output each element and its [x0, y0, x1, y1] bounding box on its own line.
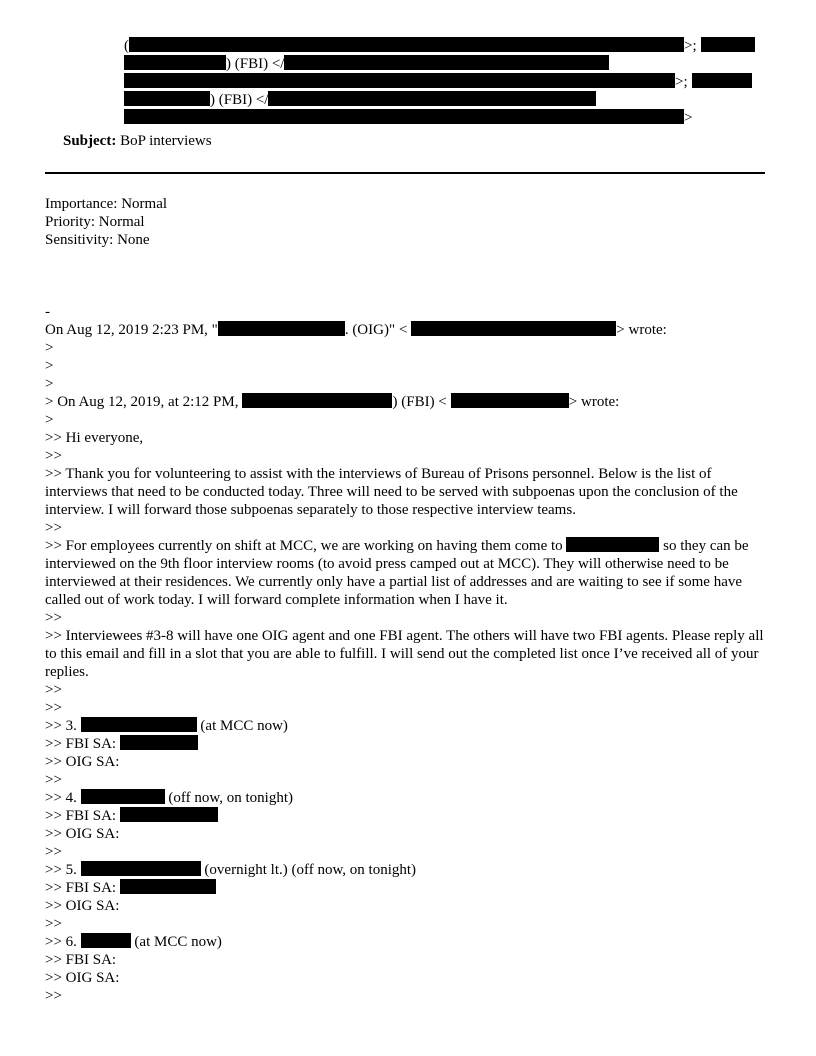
redaction — [120, 735, 198, 750]
paragraph-1: >> Thank you for volunteering to assist with the interviews of Bureau of Prisons personnel. Below is the list of interviews that need to be conducted today. Three will need to be served with subpoenas upon the conclusion of the interview. I will forward those subpoenas separately to those respective interview teams. — [45, 466, 738, 518]
redaction — [124, 73, 675, 88]
fbi-sa-label: >> FBI SA: — [45, 808, 117, 824]
recipient-row-3 — [124, 73, 752, 91]
recipient-row-2 — [124, 55, 609, 73]
entry-note: (overnight lt.) (off now, on tonight) — [204, 862, 417, 878]
priority: Priority: Normal — [45, 214, 145, 230]
recipient-row-5 — [124, 109, 692, 127]
redaction — [124, 55, 226, 70]
header-divider — [45, 172, 765, 174]
redaction — [81, 789, 165, 804]
oig-sa-3: >> OIG SA: — [45, 754, 120, 770]
quote-header-fbi — [45, 393, 619, 411]
quote-marker: > — [45, 412, 54, 428]
quote-text: ) (FBI) < — [392, 394, 447, 410]
quote-marker: >> — [45, 448, 62, 464]
quote-marker: >> — [45, 700, 62, 716]
redaction — [701, 37, 755, 52]
entry-number: >> 6. — [45, 934, 77, 950]
quote-text: > wrote: — [616, 322, 667, 338]
recipient-text: ) (FBI) </ — [210, 92, 269, 108]
subject-value: BoP interviews — [120, 133, 212, 149]
importance: Importance: Normal — [45, 196, 168, 212]
quote-text: > On Aug 12, 2019, at 2:12 PM, — [45, 394, 239, 410]
quote-text: On Aug 12, 2019 2:23 PM, " — [45, 322, 218, 338]
fbi-sa-4 — [45, 807, 218, 825]
paragraph-text: >> For employees currently on shift at MCC, we are working on having them come to — [45, 538, 563, 554]
quote-marker: >> — [45, 988, 62, 1004]
redaction — [284, 55, 609, 70]
paragraph-2 — [45, 537, 775, 609]
fbi-sa-label: >> FBI SA: — [45, 736, 117, 752]
paragraph-text: so they can be interviewed on the 9th floor interview rooms (to avoid press camped out at MCC). They will otherwise need to be interviewed at their residences. We currently only have a partial list of addresses and are waiting to see if some have called out of work today. I will forward complete information when I have it. — [45, 538, 749, 608]
subject-line — [63, 132, 212, 150]
redaction — [451, 393, 569, 408]
redaction — [124, 109, 684, 124]
quote-header-oig — [45, 321, 667, 339]
recipient-row-4 — [124, 91, 596, 109]
fbi-sa-5 — [45, 879, 216, 897]
quote-marker: > — [45, 340, 54, 356]
entry-note: (at MCC now) — [134, 934, 222, 950]
quote-marker: >> — [45, 844, 62, 860]
redaction — [81, 933, 131, 948]
redaction — [218, 321, 345, 336]
redaction — [566, 537, 659, 552]
quote-marker: > — [45, 358, 54, 374]
fbi-sa-3 — [45, 735, 198, 753]
subject-label: Subject: — [63, 133, 117, 149]
recipient-text: > — [684, 110, 693, 126]
oig-sa-6: >> OIG SA: — [45, 970, 120, 986]
recipient-row-1 — [124, 37, 755, 55]
interviewee-3 — [45, 717, 288, 735]
entry-note: (off now, on tonight) — [168, 790, 293, 806]
redaction — [81, 861, 201, 876]
redaction — [120, 807, 218, 822]
dash-separator: - — [45, 304, 50, 320]
oig-sa-5: >> OIG SA: — [45, 898, 120, 914]
quote-marker: >> — [45, 772, 62, 788]
quote-marker: >> — [45, 520, 62, 536]
redaction — [692, 73, 752, 88]
quote-text: > wrote: — [568, 394, 620, 410]
entry-number: >> 4. — [45, 790, 77, 806]
oig-sa-4: >> OIG SA: — [45, 826, 120, 842]
interviewee-4 — [45, 789, 293, 807]
redaction — [120, 879, 216, 894]
redaction — [411, 321, 616, 336]
entry-number: >> 3. — [45, 718, 77, 734]
redaction — [124, 91, 210, 106]
redaction — [129, 37, 684, 52]
redaction — [242, 393, 392, 408]
quote-marker: >> — [45, 610, 62, 626]
quote-text: . (OIG)" < — [344, 322, 408, 338]
fbi-sa-6: >> FBI SA: — [45, 952, 117, 968]
entry-number: >> 5. — [45, 862, 77, 878]
recipient-text: >; — [684, 38, 697, 54]
interviewee-5 — [45, 861, 416, 879]
sensitivity: Sensitivity: None — [45, 232, 150, 248]
redaction — [268, 91, 596, 106]
greeting: >> Hi everyone, — [45, 430, 144, 446]
recipient-text: ( — [124, 38, 129, 54]
quote-marker: > — [45, 376, 54, 392]
entry-note: (at MCC now) — [200, 718, 288, 734]
quote-marker: >> — [45, 916, 62, 932]
recipient-text: ) (FBI) </ — [226, 56, 285, 72]
interviewee-6 — [45, 933, 222, 951]
recipient-text: >; — [675, 74, 688, 90]
fbi-sa-label: >> FBI SA: — [45, 880, 117, 896]
paragraph-3: >> Interviewees #3-8 will have one OIG agent and one FBI agent. The others will have two FBI agents. Please reply all to this email and fill in a slot that you are able to fulfill. I will send out the completed list once I’ve received all of your replies. — [45, 628, 764, 680]
redaction — [81, 717, 197, 732]
quote-marker: >> — [45, 682, 62, 698]
